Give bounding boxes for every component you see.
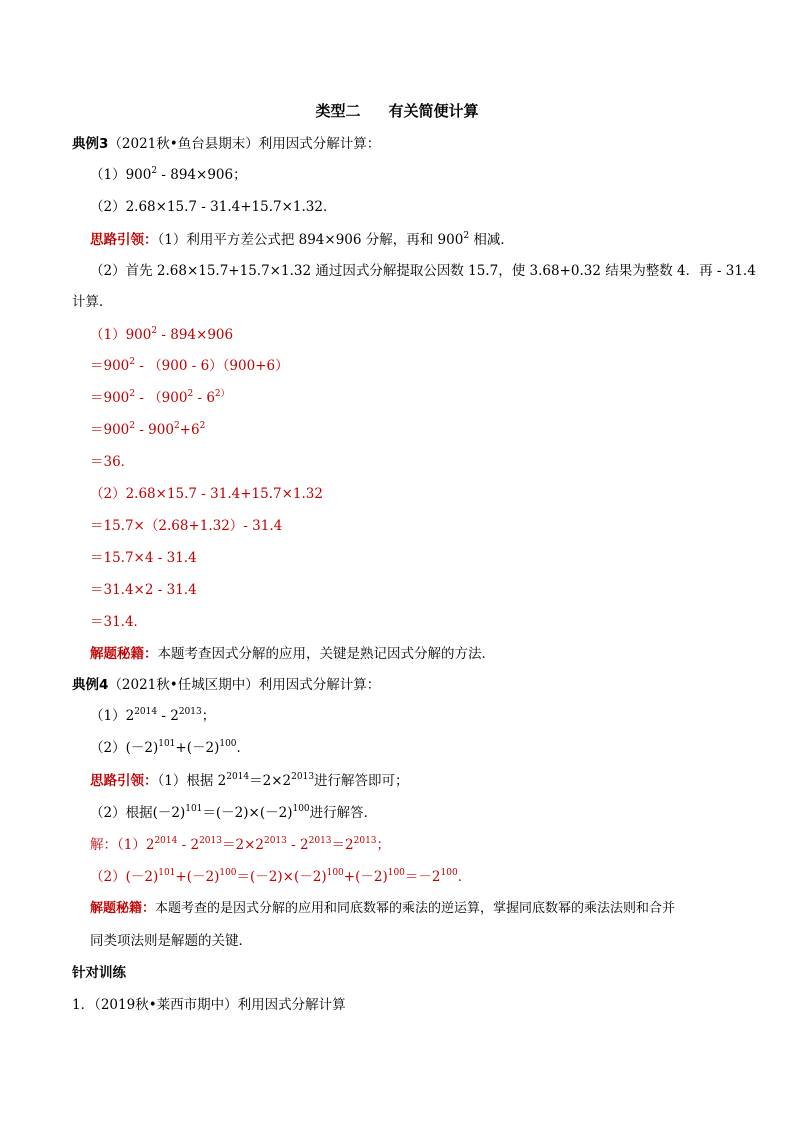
example3-q1: $(1)900^2 - 894\times 906$； <box>90 166 247 183</box>
example3-step10: ＝31.4． <box>90 614 148 630</box>
example3-hint2-cont: 计算． <box>72 294 113 310</box>
example3-step9: ＝31.4×2 - 31.4 <box>90 582 197 598</box>
example3-key: 解题秘籍：本题考查因式分解的应用，关键是熟记因式分解的方法． <box>90 646 495 662</box>
example3-label: 典例3 <box>72 136 109 152</box>
example3-step5: ＝36． <box>90 454 135 470</box>
example3-heading <box>72 135 380 153</box>
example3-step8: ＝15.7×4 - 31.4 <box>90 550 197 566</box>
example3-source: （2021秋•鱼台县期末）利用因式分解计算： <box>108 136 381 152</box>
example3-step4: $=900^2 - 900^2+6^2$ <box>90 421 206 438</box>
example3-step1: $(1)900^2 - 894\times 906$ <box>90 326 234 343</box>
example3-step2: $=900^2 - (900 - 6)(900+6)$ <box>90 357 289 374</box>
example3-step6: （2）2.68×15.7 - 31.4+15.7×1.32 <box>90 486 323 502</box>
example4-label: 典例4 <box>72 677 109 693</box>
title-part2: 有关简便计算 <box>388 102 479 120</box>
example4-sol1: 解：$(1)2^{2014} - 2^{2013}=2\times 2^{2013} - 2^{2013}=2^{2013}$； <box>90 836 391 853</box>
example3-step3: $=900^2 - (900^2 - 6^{2)}$ <box>90 389 230 406</box>
example4-key-cont: 同类项法则是解题的关键． <box>90 933 252 949</box>
page-title <box>0 100 794 121</box>
example3-step7: ＝15.7×（2.68+1.32）- 31.4 <box>90 518 283 534</box>
example3-hint2: （2）首先 2.68×15.7+15.7×1.32 通过因式分解提取公因数 15.7，使 3.68+0.32 结果为整数 4．再 - 31.4 <box>90 263 756 279</box>
title-part1: 类型二 <box>315 102 361 120</box>
example3-hint1: 思路引领：（1）利用平方差公式把 894×906 分解，再和 $900^2$ 相减． <box>90 231 514 248</box>
example4-sol2: $(2)(-2)^{101}+(-2)^{100}=(-2)\times(-2)^{100}+(-2)^{100}=-2^{100}$． <box>90 868 472 885</box>
example3-q2: （2）2.68×15.7 - 31.4+15.7×1.32． <box>90 199 337 215</box>
training-heading: 针对训练 <box>72 965 126 981</box>
example4-hint2: （2）根据$(-2)^{101}=(-2)\times(-2)^{100}$进行解答． <box>90 804 378 821</box>
example4-source: （2021秋•任城区期中）利用因式分解计算： <box>108 677 381 693</box>
example4-q2: $(2)(-2)^{101}+(-2)^{100}$． <box>90 739 251 756</box>
example4-q1: $(1)2^{2014} - 2^{2013}$； <box>90 707 216 724</box>
example4-key: 解题秘籍：本题考查的是因式分解的应用和同底数幂的乘法的逆运算，掌握同底数幂的乘法法则和合并 <box>90 901 676 916</box>
training-item1: 1．（2019秋•莱西市期中）利用因式分解计算 <box>72 997 346 1013</box>
example4-heading <box>72 676 380 694</box>
example4-hint1: 思路引领：（1）根据 $2^{2014}=2\times 2^{2013}$进行解答即可； <box>90 772 409 789</box>
